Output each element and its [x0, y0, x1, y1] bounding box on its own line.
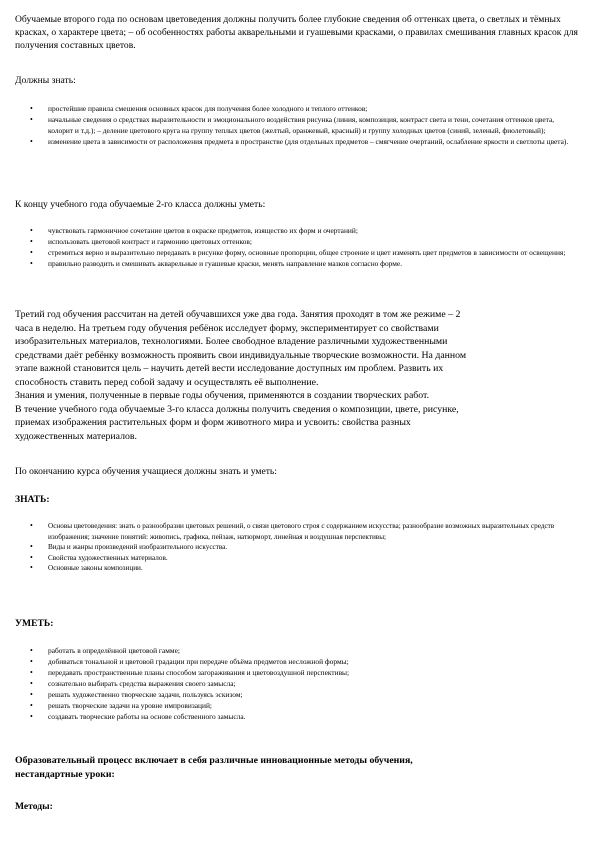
text-line: изобразительных материалов, технологиями. Более свободное владение различными художественными: [15, 336, 448, 347]
know-heading: Должны знать:: [15, 75, 76, 86]
list-item: • работать в определённой цветовой гамме;: [15, 645, 580, 656]
list-item: • использовать цветовой контраст и гармонию цветовых оттенков;: [15, 236, 580, 247]
list-item: • решать художественно творческие задачи, пользуясь эскизом;: [15, 689, 580, 700]
text-line: Образовательный процесс включает в себя различные инновационные методы обучения,: [15, 755, 413, 766]
able-list: [15, 225, 580, 269]
text-line: В течение учебного года обучаемые 3-го класса должны получить сведения о композиции, цвете, рисунке,: [15, 403, 459, 415]
list-item: • создавать творческие работы на основе собственного замысла.: [15, 711, 580, 722]
end-course-heading: По окончанию курса обучения учащиеся должны знать и уметь:: [15, 466, 277, 477]
list-item: • добиваться тональной и цветовой градации при передаче объёма предметов несложной формы;: [15, 656, 580, 667]
third-year-paragraph: [15, 308, 585, 443]
umet-list: [15, 645, 580, 722]
text-line: средствами даёт ребёнку возможность проявить свои индивидуальные творческие возможности. На данном: [15, 349, 467, 361]
methods-heading: Методы:: [15, 801, 53, 812]
umet-heading: УМЕТЬ:: [15, 618, 54, 629]
text-line: часа в неделю. На третьем году обучения ребёнок исследует форму, экспериментирует со свойствами: [15, 322, 439, 334]
intro-paragraph: Обучаемые второго года по основам цветоведения должны получить более глубокие сведения об оттенках цвета, о светлых и тёмных красках, о характере цвета; – об особенностях работы акварельными и гуашевыми красками, о правилах смешивания главных красок для получения составных цветов.: [15, 14, 578, 51]
text-line: Знания и умения, полученные в первые годы обучения, применяются в создании творческих работ.: [15, 390, 430, 401]
list-item: • передавать пространственные планы способом загораживания и цветовоздушной перспективы;: [15, 667, 580, 678]
list-item: • стремиться верно и выразительно передавать в рисунке форму, основные пропорции, общее строение и цвет изменять цвет предметов в зависимости от освещения;: [15, 247, 580, 258]
text-line: способность ставить перед собой задачу и осуществлять её выполнение.: [15, 376, 319, 388]
znat-list: [15, 521, 580, 574]
text-line: приемах изображения растительных форм и форм животного мира и усвоить: свойства разных: [15, 417, 411, 428]
list-item: • правильно разводить и смешивать акварельные и гуашевые краски, менять направление мазков согласно форме.: [15, 258, 580, 269]
list-item: • начальные сведения о средствах выразительности и эмоционального воздействия рисунка (линия, композиция, контраст света и тени, сочетания оттенков цвета, колорит и т.д.); – деление цветового круга на группу теплых цветов (желтый, оранжевый, красный) и группу холодных цветов (синий, зеленый, фиолетовый);: [15, 114, 580, 136]
able-heading: К концу учебного года обучаемые 2-го класса должны уметь:: [15, 199, 266, 210]
list-item: • изменение цвета в зависимости от расположения предмета в пространстве (для отдельных предметов – смягчение очертаний, ослабление яркости и светлоты цвета).: [15, 136, 580, 147]
list-item: • решать творческие задачи на уровне импровизаций;: [15, 700, 580, 711]
text-line: нестандартные уроки:: [15, 768, 115, 780]
list-item: • Виды и жанры произведений изобразительного искусства.: [15, 542, 580, 553]
text-line: этапе важной становится цель – научить детей вести исследование доступных им проблем. Развить их: [15, 363, 444, 374]
list-item: • Свойства художественных материалов.: [15, 553, 580, 564]
process-paragraph: [15, 754, 585, 781]
text-line: Третий год обучения рассчитан на детей обучавшихся уже два года. Занятия проходят в том же режиме – 2: [15, 309, 461, 320]
list-item: • чувствовать гармоничное сочетание цветов в окраске предметов, изящество их форм и очертаний;: [15, 225, 580, 236]
list-item: • Основные законы композиции.: [15, 563, 580, 574]
list-item: • Основы цветоведения: знать о разнообразии цветовых решений, о связи цветового строя с содержанием искусства; разнообразие возможных выразительных средств изображения; значение понятий: живопись, графика, пейзаж, натюрморт, линейная и воздушная перспективы;: [15, 521, 580, 542]
text-line: художественных материалов.: [15, 430, 137, 442]
list-item: • простейшие правила смешения основных красок для получения более холодного и теплого оттенков;: [15, 103, 580, 114]
list-item: • сознательно выбирать средства выражения своего замысла;: [15, 678, 580, 689]
znat-heading: ЗНАТЬ:: [15, 494, 50, 505]
know-list: [15, 103, 580, 147]
